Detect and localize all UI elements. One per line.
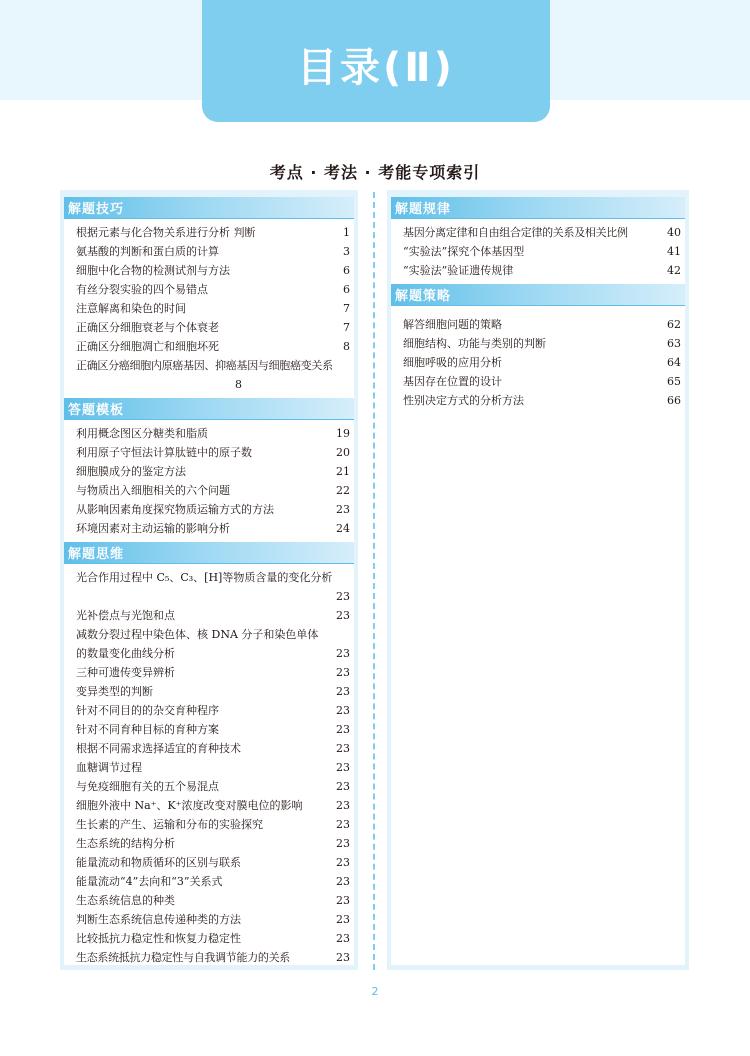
- toc-entry-title: 光合作用过程中 C₅、C₃、[H]等物质含量的变化分析: [76, 571, 333, 584]
- toc-entry-page: 23: [336, 742, 350, 755]
- toc-entry[interactable]: [403, 353, 681, 372]
- toc-entry-title: 正确区分癌细胞内原癌基因、抑癌基因与细胞癌变关系: [76, 359, 333, 372]
- toc-entry-page: 23: [336, 590, 350, 603]
- toc-entry-title: 针对不同育种目标的育种方案: [76, 723, 219, 736]
- section-heading: [64, 398, 354, 419]
- toc-entry-page: 22: [336, 484, 350, 497]
- toc-entry[interactable]: [76, 462, 350, 481]
- section-heading-text: 解题策略: [395, 289, 452, 304]
- toc-entry-page: 23: [336, 951, 350, 964]
- page-title: 目录(Ⅱ): [297, 44, 455, 91]
- toc-entry[interactable]: [76, 891, 350, 910]
- section-list: [64, 419, 354, 542]
- toc-entry-title: 生态系统抵抗力稳定性与自我调节能力的关系: [76, 951, 290, 964]
- section-heading-text: 解题规律: [395, 202, 452, 217]
- toc-entry-page: 23: [336, 685, 350, 698]
- toc-entry-page: 23: [336, 875, 350, 888]
- toc-entry[interactable]: [76, 663, 350, 682]
- toc-entry-title: 细胞结构、功能与类别的判断: [403, 337, 546, 350]
- toc-entry[interactable]: [76, 682, 350, 701]
- toc-entry-title: 生长素的产生、运输和分布的实验探究: [76, 818, 263, 831]
- toc-entry-title: 利用概念图区分糖类和脂质: [76, 427, 208, 440]
- toc-entry[interactable]: [76, 299, 350, 318]
- toc-entry-page: 23: [336, 799, 350, 812]
- toc-entry[interactable]: [76, 500, 350, 519]
- toc-entry-title: 三种可遗传变异辨析: [76, 666, 175, 679]
- toc-entry-title: 能量流动和物质循环的区别与联系: [76, 856, 241, 869]
- toc-entry[interactable]: [76, 625, 350, 663]
- section-heading: [64, 197, 354, 218]
- toc-entry[interactable]: [403, 315, 681, 334]
- toc-entry-title: 生态系统信息的种类: [76, 894, 175, 907]
- toc-entry-title: 细胞呼吸的应用分析: [403, 356, 502, 369]
- section-list: [391, 218, 685, 284]
- toc-entry[interactable]: [403, 261, 681, 280]
- toc-entry-page: 23: [336, 723, 350, 736]
- toc-entry[interactable]: [403, 242, 681, 261]
- section-dati-muban: [64, 398, 354, 542]
- toc-entry[interactable]: [76, 519, 350, 538]
- toc-entry[interactable]: [403, 372, 681, 391]
- toc-entry-title: 氨基酸的判断和蛋白质的计算: [76, 245, 219, 258]
- toc-entry-title: 有丝分裂实验的四个易错点: [76, 283, 208, 296]
- toc-entry[interactable]: [76, 701, 350, 720]
- toc-entry[interactable]: [76, 337, 350, 356]
- toc-entry[interactable]: [76, 948, 350, 967]
- toc-entry-page: 7: [343, 302, 350, 315]
- toc-entry-title: 解答细胞问题的策略: [403, 318, 502, 331]
- toc-entry[interactable]: [76, 443, 350, 462]
- toc-entry-title: 根据元素与化合物关系进行分析 判断: [76, 226, 256, 239]
- toc-entry-title: 根据不同需求选择适宜的育种技术: [76, 742, 241, 755]
- toc-entry-title: 光补偿点与光饱和点: [76, 609, 175, 622]
- toc-entry-title: 变异类型的判断: [76, 685, 153, 698]
- left-column: [60, 190, 358, 970]
- toc-entry[interactable]: [76, 834, 350, 853]
- section-heading: [391, 197, 685, 218]
- toc-entry[interactable]: [76, 739, 350, 758]
- toc-entry-title: 血糖调节过程: [76, 761, 142, 774]
- title-tab: [202, 0, 550, 122]
- toc-entry[interactable]: [403, 334, 681, 353]
- section-heading-text: 解题思维: [68, 547, 125, 562]
- toc-entry-title: 环境因素对主动运输的影响分析: [76, 522, 230, 535]
- toc-entry[interactable]: [76, 280, 350, 299]
- toc-entry[interactable]: [76, 356, 350, 394]
- section-jieti-guilv: [391, 197, 685, 284]
- toc-entry-page: 24: [336, 522, 350, 535]
- toc-entry-page: 23: [336, 856, 350, 869]
- toc-entry-page: 19: [336, 427, 350, 440]
- toc-entry[interactable]: [76, 720, 350, 739]
- toc-entry[interactable]: [76, 481, 350, 500]
- toc-entry-page: 21: [336, 465, 350, 478]
- toc-entry-title: 从影响因素角度探究物质运输方式的方法: [76, 503, 274, 516]
- section-heading-text: 答题模板: [68, 403, 125, 418]
- toc-entry-page: 65: [667, 375, 681, 388]
- toc-entry-page: 42: [667, 264, 681, 277]
- toc-entry-page: 23: [336, 837, 350, 850]
- toc-entry-page: 63: [667, 337, 681, 350]
- toc-entry-page: 23: [336, 761, 350, 774]
- section-list: [391, 305, 685, 414]
- column-divider: [373, 192, 375, 970]
- toc-entry-title: 正确区分细胞凋亡和细胞坏死: [76, 340, 219, 353]
- toc-entry-title: 细胞外液中 Na⁺、K⁺浓度改变对膜电位的影响: [76, 799, 303, 812]
- toc-entry-title: 性别决定方式的分析方法: [403, 394, 524, 407]
- toc-entry-title: 细胞中化合物的检测试剂与方法: [76, 264, 230, 277]
- section-heading: [391, 284, 685, 305]
- toc-entry[interactable]: [76, 853, 350, 872]
- toc-entry-page: 23: [336, 913, 350, 926]
- toc-entry-page: 23: [336, 503, 350, 516]
- toc-entry-title: 比较抵抗力稳定性和恢复力稳定性: [76, 932, 241, 945]
- toc-entry[interactable]: [76, 242, 350, 261]
- toc-entry-title: “实验法”探究个体基因型: [403, 245, 525, 258]
- toc-entry[interactable]: [76, 568, 350, 606]
- toc-entry-page: 23: [336, 932, 350, 945]
- toc-entry-title: 能量流动“4”去向和“3”关系式: [76, 875, 223, 888]
- toc-entry-page: 23: [336, 704, 350, 717]
- toc-entry[interactable]: [76, 796, 350, 815]
- toc-entry-title: 细胞膜成分的鉴定方法: [76, 465, 186, 478]
- toc-entry-title: “实验法”验证遗传规律: [403, 264, 514, 277]
- toc-entry-title: 与物质出入细胞相关的六个问题: [76, 484, 230, 497]
- toc-entry-page: 8: [235, 378, 242, 391]
- toc-entry-page: 3: [343, 245, 350, 258]
- toc-entry-title: 针对不同目的的杂交育种程序: [76, 704, 219, 717]
- toc-entry-title: 生态系统的结构分析: [76, 837, 175, 850]
- toc-entry-page: 23: [336, 818, 350, 831]
- toc-entry-page: 41: [667, 245, 681, 258]
- toc-entry-title: 减数分裂过程中染色体、核 DNA 分子和染色单体的数量变化曲线分析: [76, 628, 319, 660]
- toc-entry-page: 1: [343, 226, 350, 239]
- left-column-inner: [64, 197, 354, 965]
- toc-entry-title: 正确区分细胞衰老与个体衰老: [76, 321, 219, 334]
- section-jieti-siwei: [64, 542, 354, 971]
- section-list: [64, 563, 354, 971]
- toc-entry-title: 基因分离定律和自由组合定律的关系及相关比例: [403, 226, 628, 239]
- toc-entry-page: 62: [667, 318, 681, 331]
- toc-entry[interactable]: [76, 777, 350, 796]
- right-column: [387, 190, 689, 970]
- toc-entry-title: 注意解离和染色的时间: [76, 302, 186, 315]
- toc-entry-page: 66: [667, 394, 681, 407]
- toc-entry-title: 与免疫细胞有关的五个易混点: [76, 780, 219, 793]
- toc-entry-page: 8: [343, 340, 350, 353]
- toc-entry-page: 23: [336, 894, 350, 907]
- section-heading: [64, 542, 354, 563]
- toc-entry-page: 6: [343, 264, 350, 277]
- toc-entry-title: 基因存在位置的设计: [403, 375, 502, 388]
- toc-entry[interactable]: [76, 929, 350, 948]
- toc-entry[interactable]: [76, 261, 350, 280]
- section-list: [64, 218, 354, 398]
- toc-entry[interactable]: [76, 758, 350, 777]
- toc-entry[interactable]: [403, 391, 681, 410]
- toc-entry[interactable]: [76, 424, 350, 443]
- toc-entry-page: 20: [336, 446, 350, 459]
- toc-entry-page: 23: [336, 609, 350, 622]
- right-column-inner: [391, 197, 685, 965]
- toc-entry-page: 23: [336, 647, 350, 660]
- toc-entry-page: 23: [336, 780, 350, 793]
- toc-entry[interactable]: [76, 318, 350, 337]
- section-jieti-celue: [391, 284, 685, 414]
- toc-entry[interactable]: [76, 223, 350, 242]
- page-number: 2: [371, 985, 379, 998]
- toc-entry-title: 判断生态系统信息传递种类的方法: [76, 913, 241, 926]
- page-subtitle: 考点 · 考法 · 考能专项索引: [269, 163, 481, 182]
- toc-entry-title: 利用原子守恒法计算肽链中的原子数: [76, 446, 252, 459]
- toc-entry[interactable]: [76, 815, 350, 834]
- toc-entry-page: 23: [336, 666, 350, 679]
- toc-entry[interactable]: [76, 606, 350, 625]
- toc-entry-page: 64: [667, 356, 681, 369]
- toc-entry-page: 7: [343, 321, 350, 334]
- section-jieti-jiqiao: [64, 197, 354, 398]
- section-heading-text: 解题技巧: [68, 202, 125, 217]
- toc-entry[interactable]: [403, 223, 681, 242]
- toc-entry[interactable]: [76, 872, 350, 891]
- toc-entry[interactable]: [76, 910, 350, 929]
- toc-entry-page: 40: [667, 226, 681, 239]
- toc-entry-page: 6: [343, 283, 350, 296]
